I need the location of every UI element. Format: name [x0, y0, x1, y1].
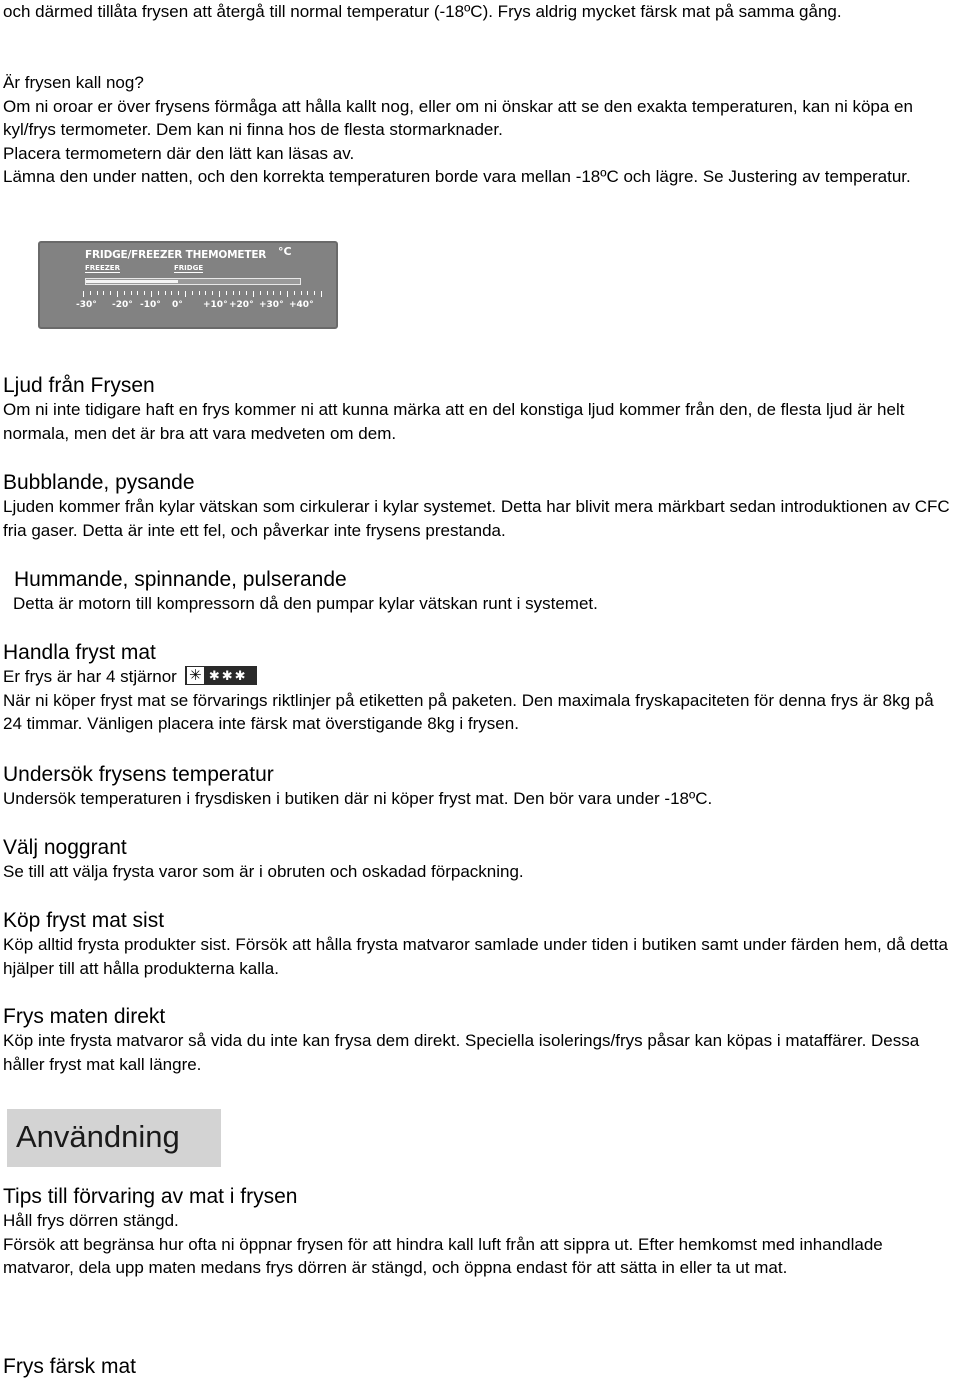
- bubblande-section: [3, 470, 953, 542]
- thermometer-tick: [280, 291, 281, 295]
- tips-text-1: Håll frys dörren stängd.: [3, 1211, 179, 1230]
- handla-heading: Handla fryst mat: [3, 641, 156, 664]
- thermometer-tick: [294, 291, 295, 295]
- anvandning-title: Användning: [16, 1119, 180, 1154]
- valj-text: Se till att välja frysta varor som är i obruten och oskadad förpackning.: [3, 862, 524, 881]
- thermometer-fill: [86, 280, 178, 283]
- thermometer-tick: [192, 291, 193, 295]
- kop-text: Köp alltid frysta produkter sist. Försök att hålla frysta matvaror samlade under tiden i butiken samt under färden hem, då detta hjälper till att hålla produkterna kalla.: [3, 935, 948, 978]
- valj-section: [3, 835, 953, 884]
- thermometer-tick: [273, 291, 274, 295]
- frys-farsk-section: [3, 1354, 953, 1379]
- thermometer-tick: [301, 291, 302, 295]
- kop-heading: Köp fryst mat sist: [3, 909, 165, 932]
- thermometer-tick: [103, 291, 104, 295]
- undersok-section: [3, 762, 953, 811]
- thermometer-tick: [253, 291, 254, 297]
- tips-heading: Tips till förvaring av mat i frysen: [3, 1185, 298, 1208]
- thermometer-scale-label: -10°: [140, 300, 161, 310]
- thermometer-scale-label: +10°: [203, 300, 228, 310]
- handla-section: [3, 640, 953, 736]
- handla-text: När ni köper fryst mat se förvarings riktlinjer på etiketten på paketen. Den maximala fryskapaciteten för denna frys är 8kg på 24 timmar. Vänligen placera inte färsk mat överstigande 8kg i frysen.: [3, 690, 934, 733]
- thermometer-scale-label: +20°: [229, 300, 254, 310]
- thermometer-tick: [83, 291, 84, 297]
- thermometer-scale-label: -20°: [112, 300, 133, 310]
- cold-question: Är frysen kall nog?: [3, 73, 144, 92]
- frys-farsk-heading: Frys färsk mat: [3, 1355, 137, 1378]
- thermometer-tick: [178, 291, 179, 295]
- thermometer-tick: [151, 291, 152, 297]
- hummande-heading: Hummande, spinnande, pulserande: [14, 568, 347, 591]
- ljud-section: [3, 373, 953, 445]
- thermometer-tick: [205, 291, 206, 295]
- hummande-text-block: [13, 592, 953, 616]
- frys-direkt-text: Köp inte frysta matvaror så vida du inte kan frysa dem direkt. Speciella isolerings/frys påsar kan köpas i mataffärer. Dessa håller fryst mat kall längre.: [3, 1031, 920, 1074]
- thermometer-tick: [212, 291, 213, 295]
- thermometer-tick: [226, 291, 227, 295]
- thermometer-tick: [219, 291, 220, 297]
- thermometer-tick: [287, 291, 288, 297]
- anvandning-band: [7, 1109, 221, 1167]
- star-rating-line: [3, 665, 953, 689]
- thermometer-tick: [117, 291, 118, 297]
- thermometer-fridge-label: FRIDGE: [174, 264, 204, 272]
- thermometer-tick: [144, 291, 145, 295]
- undersok-text: Undersök temperaturen i frysdisken i butiken där ni köper fryst mat. Den bör vara under -18ºC.: [3, 789, 713, 808]
- hummande-heading-block: [14, 567, 954, 592]
- thermometer-tick: [185, 291, 186, 297]
- bubblande-heading: Bubblande, pysande: [3, 471, 195, 494]
- star-rating-text: Er frys är har 4 stjärnor: [3, 667, 177, 686]
- thermometer-unit: °C: [278, 245, 292, 258]
- thermometer-tick: [199, 291, 200, 295]
- thermometer-tube: [85, 278, 301, 285]
- thermometer-tick: [131, 291, 132, 295]
- cold-text-2: Placera termometern där den lätt kan läsas av.: [3, 143, 355, 163]
- thermometer-tick: [260, 291, 261, 295]
- ljud-text: Om ni inte tidigare haft en frys kommer ni att kunna märka att en del konstiga ljud kommer från den, de flesta ljud är helt normala, men det är bra att vara medveten om dem.: [3, 400, 905, 443]
- thermometer-tick: [110, 291, 111, 295]
- thermometer-scale-label: 0°: [172, 300, 183, 310]
- thermometer-tick: [165, 291, 166, 295]
- hummande-text: Detta är motorn till kompressorn då den pumpar kylar vätskan runt i systemet.: [13, 594, 598, 613]
- cold-text-3: Lämna den under natten, och den korrekta temperaturen borde vara mellan -18ºC och lägre. Se Justering av temperatur.: [3, 167, 911, 186]
- thermometer-tick: [137, 291, 138, 295]
- intro-paragraph: [3, 0, 953, 24]
- thermometer-tick: [267, 291, 268, 295]
- thermometer-tick: [233, 291, 234, 295]
- thermometer-freezer-label: FREEZER: [85, 264, 120, 272]
- ljud-heading: Ljud från Frysen: [3, 374, 155, 397]
- valj-heading: Välj noggrant: [3, 836, 127, 859]
- frys-direkt-section: [3, 1004, 953, 1076]
- thermometer-tick: [246, 291, 247, 295]
- undersok-heading: Undersök frysens temperatur: [3, 763, 274, 786]
- thermometer-image: [38, 241, 338, 329]
- thermometer-tick: [171, 291, 172, 295]
- thermometer-tick: [158, 291, 159, 295]
- kop-section: [3, 908, 953, 980]
- thermometer-tick: [97, 291, 98, 295]
- thermometer-tick: [124, 291, 125, 295]
- thermometer-title: FRIDGE/FREEZER THEMOMETER: [85, 249, 267, 261]
- four-star-freezer-icon: ✳ ✱✱✱: [185, 666, 257, 685]
- thermometer-tick: [321, 291, 322, 297]
- thermometer-tick: [314, 291, 315, 295]
- thermometer-scale-label: +30°: [259, 300, 284, 310]
- tips-text-2: Försök att begränsa hur ofta ni öppnar frysen för att hindra kall luft från att sippra ut. Efter hemkomst med inhandlade matvaror, dela upp maten medans frys dörren är stängd, och öppna endast för att sätta in eller ta ut mat.: [3, 1234, 883, 1277]
- frys-direkt-heading: Frys maten direkt: [3, 1005, 166, 1028]
- cold-enough-section: [3, 71, 953, 189]
- cold-text-1: Om ni oroar er över frysens förmåga att hålla kallt nog, eller om ni önskar att se den exakta temperaturen, kan ni köpa en kyl/frys termometer. Dem kan ni finna hos de flesta stormarknader.: [3, 96, 913, 139]
- thermometer-tick: [90, 291, 91, 295]
- intro-text: och därmed tillåta frysen att återgå till normal temperatur (-18ºC). Frys aldrig mycket färsk mat på samma gång.: [3, 2, 842, 21]
- thermometer-tick: [239, 291, 240, 295]
- thermometer-scale-label: +40°: [289, 300, 314, 310]
- bubblande-text: Ljuden kommer från kylar vätskan som cirkulerar i kylar systemet. Detta har blivit mera märkbart sedan introduktionen av CFC fria gaser. Detta är inte ett fel, och påverkar inte frysens prestanda.: [3, 497, 950, 540]
- thermometer-scale-label: -30°: [76, 300, 97, 310]
- thermometer-tick: [307, 291, 308, 295]
- tips-section: [3, 1184, 953, 1280]
